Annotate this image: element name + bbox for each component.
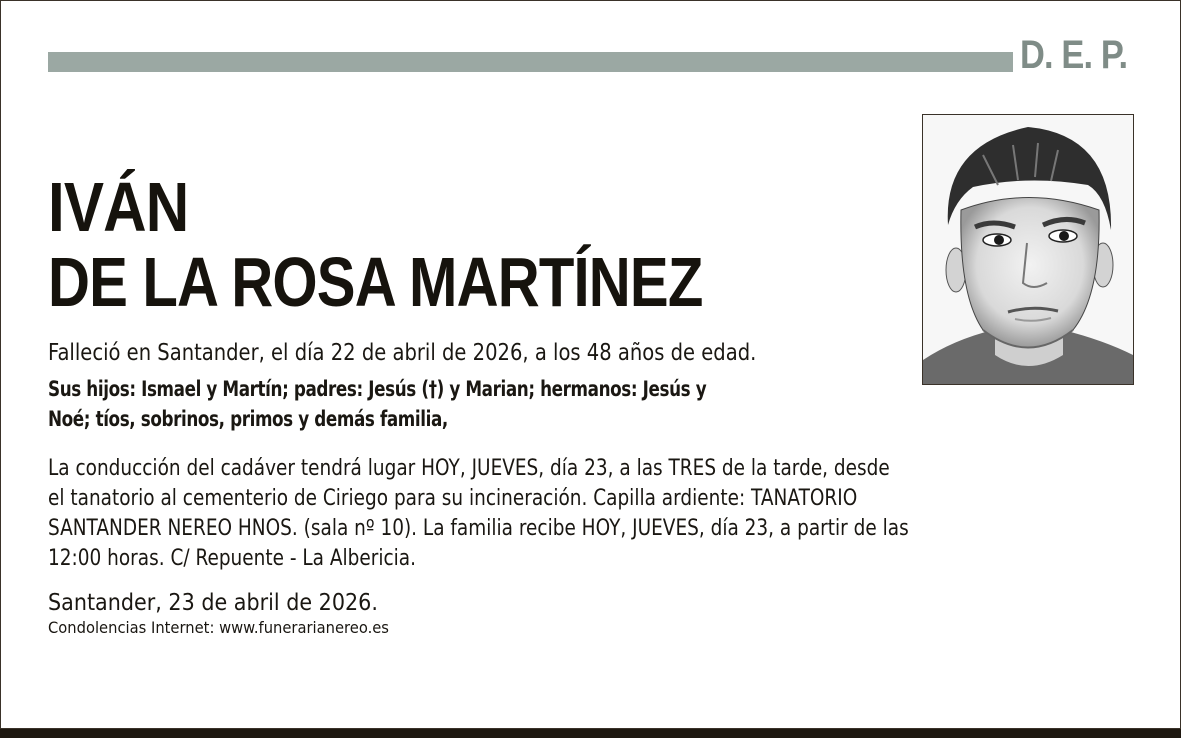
dep-label: D. E. P.	[1020, 33, 1128, 77]
bottom-border-bar	[0, 729, 1181, 738]
deceased-surnames: DE LA ROSA MARTÍNEZ	[48, 243, 703, 321]
funeral-details-line: el tanatorio al cementerio de Ciriego para su incineración. Capilla ardiente: TANATORIO	[48, 486, 858, 511]
portrait-photo	[922, 114, 1134, 385]
funeral-details-line: 12:00 horas. C/ Repuente - La Albericia.	[48, 546, 416, 571]
family-line: Noé; tíos, sobrinos, primos y demás familia,	[48, 407, 448, 431]
portrait-image	[923, 115, 1133, 384]
funeral-details-line: La conducción del cadáver tendrá lugar HOY, JUEVES, día 23, a las TRES de la tarde, desde	[48, 456, 890, 481]
death-announcement: Falleció en Santander, el día 22 de abril de 2026, a los 48 años de edad.	[48, 340, 757, 366]
deceased-first-name: IVÁN	[48, 168, 189, 246]
condolences-link[interactable]: Condolencias Internet: www.funerarianereo.es	[48, 618, 389, 637]
place-and-date: Santander, 23 de abril de 2026.	[48, 590, 378, 616]
header-rule	[48, 52, 1013, 72]
funeral-details-line: SANTANDER NEREO HNOS. (sala nº 10). La familia recibe HOY, JUEVES, día 23, a partir de las	[48, 516, 909, 541]
family-line: Sus hijos: Ismael y Martín; padres: Jesús (†) y Marian; hermanos: Jesús y	[48, 377, 707, 401]
